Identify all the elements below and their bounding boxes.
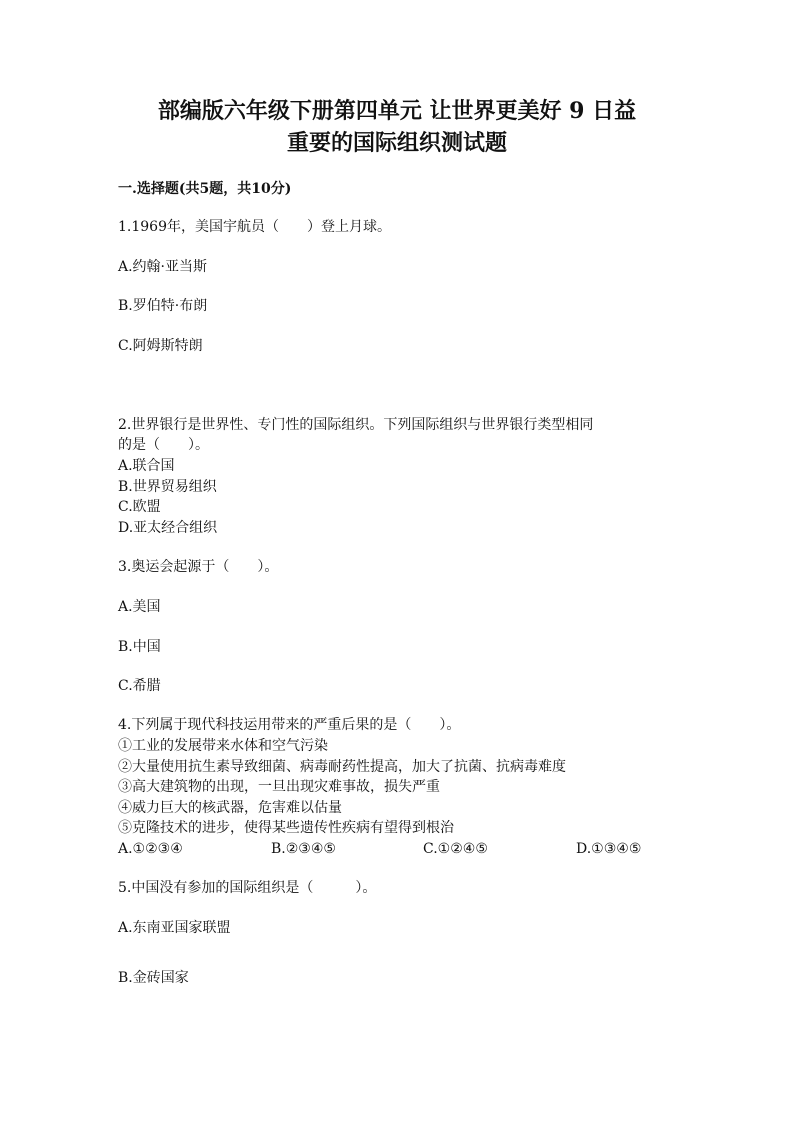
question-1-stem: 1.1969年，美国宇航员（ ）登上月球。 (118, 219, 391, 235)
question-3-option-a: A.美国 (118, 599, 161, 615)
question-4-statement-2: ②大量使用抗生素导致细菌、病毒耐药性提高，加大了抗菌、抗病毒难度 (118, 759, 566, 775)
question-4-stem: 4.下列属于现代科技运用带来的严重后果的是（ ）。 (118, 717, 461, 733)
question-2-option-d: D.亚太经合组织 (118, 520, 218, 536)
question-1-option-c: C.阿姆斯特朗 (118, 338, 203, 354)
question-5-option-a: A.东南亚国家联盟 (118, 920, 231, 936)
question-4-option-c: C.①②④⑤ (423, 841, 488, 857)
question-2-option-c: C.欧盟 (118, 499, 161, 515)
question-4-statement-1: ①工业的发展带来水体和空气污染 (118, 738, 328, 754)
question-2-stem-line-1: 2.世界银行是世界性、专门性的国际组织。下列国际组织与世界银行类型相同 (118, 417, 594, 433)
question-5-stem: 5.中国没有参加的国际组织是（ ）。 (118, 880, 377, 896)
question-4-statement-3: ③高大建筑物的出现，一旦出现灾难事故，损失严重 (118, 779, 440, 795)
question-4-option-b: B.②③④⑤ (271, 841, 336, 857)
section-heading: 一.选择题(共5题，共10分) (118, 181, 292, 197)
question-4-option-a: A.①②③④ (118, 841, 183, 857)
question-3-option-c: C.希腊 (118, 678, 161, 694)
question-1-option-b: B.罗伯特·布朗 (118, 298, 208, 314)
question-4-statement-5: ⑤克隆技术的进步，使得某些遗传性疾病有望得到根治 (118, 820, 454, 836)
question-3-stem: 3.奥运会起源于（ ）。 (118, 559, 279, 575)
question-3-option-b: B.中国 (118, 639, 161, 655)
page-title-line-1: 部编版六年级下册第四单元 让世界更美好 9 日益 (157, 98, 637, 124)
question-5-option-b: B.金砖国家 (118, 970, 189, 986)
page-title-line-2: 重要的国际组织测试题 (286, 130, 507, 156)
question-2-option-a: A.联合国 (118, 458, 175, 474)
question-4-option-d: D.①③④⑤ (576, 841, 642, 857)
question-2-stem-line-2: 的是（ ）。 (118, 437, 209, 453)
question-4-options-row (118, 839, 678, 859)
question-4-statement-4: ④威力巨大的核武器，危害难以估量 (118, 800, 342, 816)
question-2-option-b: B.世界贸易组织 (118, 479, 217, 495)
question-1-option-a: A.约翰·亚当斯 (118, 259, 208, 275)
